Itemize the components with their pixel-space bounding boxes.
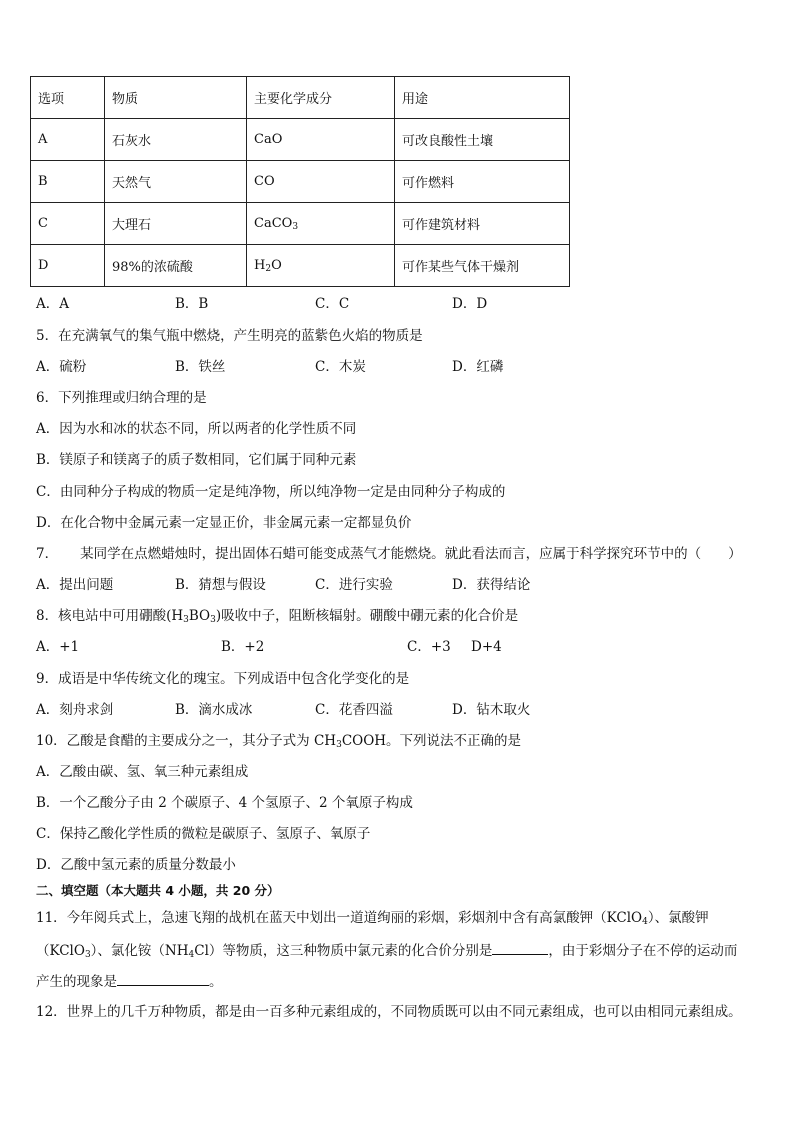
use-cell: 可作建筑材料 [395, 203, 570, 245]
formula-cell: CaCO$_3$ [247, 203, 395, 245]
table-row [31, 245, 570, 287]
q7-stem: 7． 某同学在点燃蜡烛时，提出固体石蜡可能变成蒸气才能燃烧。就此看法而言，应属于科学探究环节中的（ ） [36, 546, 742, 562]
header-cell-option: 选项 [31, 77, 105, 119]
answer-blank[interactable] [117, 971, 209, 986]
use-cell: 可改良酸性土壤 [395, 119, 570, 161]
q9-option-a: A．刻舟求剑 [36, 702, 114, 718]
q10-option-d: D．乙酸中氢元素的质量分数最小 [36, 857, 236, 873]
substance-cell: 天然气 [105, 161, 247, 203]
q8-option-c: C．+3 [407, 639, 451, 655]
q5-option-b: B．铁丝 [175, 359, 226, 375]
q4-option-c: C．C [315, 296, 350, 312]
q10-option-b: B．一个乙酸分子由 2 个碳原子、4 个氢原子、2 个氧原子构成 [36, 795, 413, 811]
section-heading: 二、填空题（本大题共 4 小题，共 20 分） [36, 883, 280, 898]
formula-cell: CO [247, 161, 395, 203]
table-row [31, 119, 570, 161]
header-cell-component: 主要化学成分 [247, 77, 395, 119]
q9-option-d: D．钻木取火 [452, 702, 531, 718]
q11-line-2: （KClO$_3$）、氯化铵$(NH_4Cl)$等物质，这三种物质中氯元素的化合价分别是 ，由于彩烟分子在不停的运动而 [36, 940, 737, 960]
q10-stem: 10．乙酸是食醋的主要成分之一，其分子式为 $CH_3COOH$。下列说法不正确的是 [36, 733, 522, 750]
q7-option-b: B．猜想与假设 [175, 577, 266, 593]
q5-stem: 5．在充满氧气的集气瓶中燃烧，产生明亮的蓝紫色火焰的物质是 [36, 328, 423, 344]
q6-option-c: C．由同种分子构成的物质一定是纯净物，所以纯净物一定是由同种分子构成的 [36, 484, 506, 500]
question-4-table [30, 76, 570, 287]
q9-stem: 9．成语是中华传统文化的瑰宝。下列成语中包含化学变化的是 [36, 671, 410, 687]
q4-option-b: B．B [175, 296, 209, 312]
use-cell: 可作某些气体干燥剂 [395, 245, 570, 287]
q8-option-b: B．+2 [221, 639, 265, 655]
substance-cell: 大理石 [105, 203, 247, 245]
q6-option-b: B．镁原子和镁离子的质子数相同，它们属于同种元素 [36, 452, 357, 468]
q11-line-1: 11．今年阅兵式上，急速飞翔的战机在蓝天中划出一道道绚丽的彩烟，彩烟剂中含有高氯酸钾（KClO$_4$）、氯酸钾 [36, 910, 709, 927]
option-cell: A [31, 119, 105, 161]
q5-option-a: A．硫粉 [36, 359, 87, 375]
use-cell: 可作燃料 [395, 161, 570, 203]
q5-option-c: C．木炭 [315, 359, 366, 375]
q7-option-a: A．提出问题 [36, 577, 114, 593]
q10-option-c: C．保持乙酸化学性质的微粒是碳原子、氢原子、氧原子 [36, 826, 371, 842]
q9-option-b: B．滴水成冰 [175, 702, 253, 718]
answer-blank[interactable] [492, 940, 548, 955]
table-row [31, 203, 570, 245]
option-cell: C [31, 203, 105, 245]
table-header-row [31, 77, 570, 119]
q4-option-d: D．D [452, 296, 488, 312]
table-row [31, 161, 570, 203]
formula-cell: CaO [247, 119, 395, 161]
q6-option-d: D．在化合物中金属元素一定显正价，非金属元素一定都显负价 [36, 515, 412, 531]
q12-stem: 12．世界上的几千万种物质，都是由一百多种元素组成的，不同物质既可以由不同元素组成，也可以由相同元素组成。 [36, 1004, 742, 1020]
q8-stem: 8．核电站中可用硼酸$(H_3BO_3)$吸收中子，阻断核辐射。硼酸中硼元素的化合价是 [36, 608, 519, 625]
header-cell-substance: 物质 [105, 77, 247, 119]
q6-option-a: A．因为水和冰的状态不同，所以两者的化学性质不同 [36, 421, 357, 437]
substance-cell: 石灰水 [105, 119, 247, 161]
q6-stem: 6．下列推理或归纳合理的是 [36, 390, 207, 406]
q8-option-d: D+4 [471, 639, 502, 655]
header-cell-use: 用途 [395, 77, 570, 119]
formula-cell: $H_2O$ [247, 245, 395, 287]
q5-option-d: D．红磷 [452, 359, 504, 375]
q11-line-3: 产生的现象是 。 [36, 971, 223, 991]
q7-option-c: C．进行实验 [315, 577, 393, 593]
q7-option-d: D．获得结论 [452, 577, 531, 593]
q8-option-a: A．+1 [36, 639, 80, 655]
option-cell: D [31, 245, 105, 287]
substance-cell: 98%的浓硫酸 [105, 245, 247, 287]
q9-option-c: C．花香四溢 [315, 702, 393, 718]
option-cell: B [31, 161, 105, 203]
q10-option-a: A．乙酸由碳、氢、氧三种元素组成 [36, 764, 249, 780]
q4-option-a: A．A [36, 296, 69, 312]
